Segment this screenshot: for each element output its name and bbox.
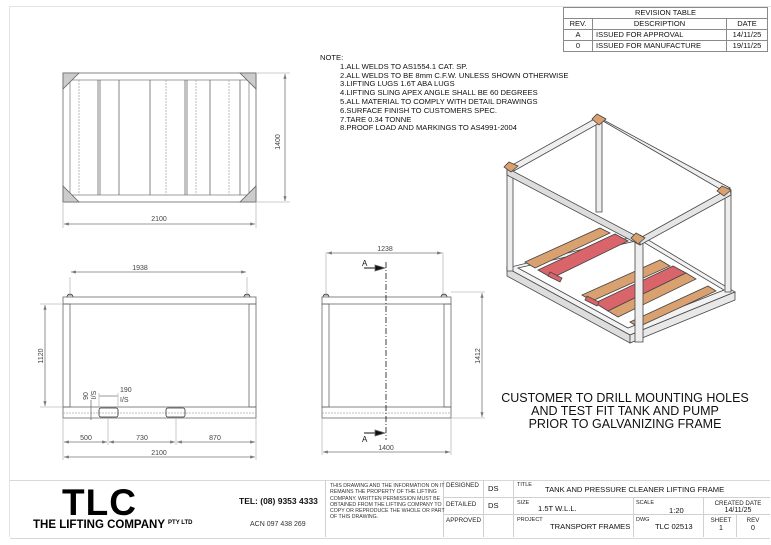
- company-name-text: THE LIFTING COMPANY: [33, 519, 166, 531]
- date-cell: 19/11/25: [727, 41, 768, 52]
- rev-cell: 0: [564, 41, 593, 52]
- customer-note-line: PRIOR TO GALVANIZING FRAME: [528, 417, 722, 431]
- note-item: 6.SURFACE FINISH TO CUSTOMERS SPEC.: [340, 105, 497, 115]
- company-suffix: PTY LTD: [168, 520, 193, 526]
- offset-dimension: 870: [209, 435, 221, 442]
- telephone: TEL: (08) 9353 4333: [239, 496, 318, 506]
- created-date-value: 14/11/25: [724, 507, 752, 514]
- divider: [633, 497, 634, 537]
- section-marker-bottom: A: [362, 435, 368, 444]
- created-date-label: CREATED DATE: [714, 500, 762, 507]
- note-item: 4.LIFTING SLING APEX ANGLE SHALL BE 60 DEGREES: [340, 88, 538, 98]
- offset-dimension: 730: [136, 435, 148, 442]
- dwg-label: DWG: [636, 517, 650, 523]
- designed-value: DS: [488, 484, 499, 493]
- size-label: SIZE: [517, 500, 530, 506]
- section-marker-top: A: [362, 259, 368, 268]
- customer-note-line: AND TEST FIT TANK AND PUMP: [531, 404, 719, 418]
- detailed-label: DETAILED: [446, 501, 477, 508]
- company-name: [33, 519, 192, 531]
- customer-note-line: CUSTOMER TO DRILL MOUNTING HOLES: [501, 391, 749, 405]
- rev-value: 0: [751, 525, 755, 532]
- description-header: DESCRIPTION: [593, 19, 727, 30]
- rev-cell: A: [564, 30, 593, 41]
- rev-label: REV: [746, 517, 760, 524]
- size-value: 1.5T W.L.L.: [538, 504, 577, 513]
- customer-note: [500, 392, 750, 431]
- drawing-title: TANK AND PRESSURE CLEANER LIFTING FRAME: [545, 485, 725, 494]
- side-height-dimension: 1120: [38, 348, 45, 364]
- divider: [443, 514, 770, 515]
- plan-depth-dimension: 1400: [275, 134, 282, 150]
- approved-label: APPROVED: [446, 517, 481, 524]
- detailed-value: DS: [488, 501, 499, 510]
- divider: [703, 497, 704, 537]
- designed-label: DESIGNED: [446, 482, 479, 489]
- date-header: DATE: [727, 19, 768, 30]
- sheet-label: SHEET: [710, 517, 732, 524]
- copyright-disclaimer: THIS DRAWING AND THE INFORMATION ON IT REMAINS THE PROPERTY OF THE LIFTING COMPANY. WRITTEN PERMISSION MUST BE OBTAINED FROM THE LIFTING COMPANY TO COPY OR REPRODUCE THE WHOLE OR PART OF THIS DRAWING.: [330, 483, 445, 521]
- offset-dimension: 500: [80, 435, 92, 442]
- note-item: 5.ALL MATERIAL TO COMPLY WITH DETAIL DRAWINGS: [340, 96, 538, 106]
- description-cell: ISSUED FOR MANUFACTURE: [593, 41, 727, 52]
- side-view: [40, 272, 256, 460]
- title-label: TITLE: [517, 482, 532, 488]
- end-height-dimension: 1412: [475, 348, 482, 364]
- note-item: 8.PROOF LOAD AND MARKINGS TO AS4991-2004: [340, 123, 517, 133]
- acn-number: ACN 097 438 269: [250, 521, 306, 528]
- description-cell: ISSUED FOR APPROVAL: [593, 30, 727, 41]
- end-view: [322, 252, 485, 455]
- pocket-width-dimension: 190: [120, 387, 132, 394]
- side-overall-width-dimension: 2100: [151, 450, 167, 457]
- notes-heading: NOTE:: [320, 53, 344, 62]
- rev-header: REV.: [564, 19, 593, 30]
- divider: [513, 480, 514, 537]
- scale-value: 1:20: [669, 506, 684, 515]
- pocket-width-note: I/S: [120, 397, 129, 404]
- note-item: 3.LIFTING LUGS 1.6T ABA LUGS: [340, 79, 455, 89]
- company-logo: TLC: [62, 482, 137, 523]
- sheet-value: 1: [719, 525, 723, 532]
- note-item: 2.ALL WELDS TO BE 8mm C.F.W. UNLESS SHOWN OTHERWISE: [340, 70, 569, 80]
- revision-table-title: REVISION TABLE: [564, 8, 768, 19]
- pocket-height-dimension: 90: [83, 392, 90, 400]
- end-width-dimension: 1400: [378, 445, 394, 452]
- plan-width-dimension: 2100: [151, 216, 167, 223]
- divider: [443, 497, 770, 498]
- project-value: TRANSPORT FRAMES: [550, 522, 631, 531]
- divider: [325, 480, 326, 537]
- note-item: 1.ALL WELDS TO AS1554.1 CAT. SP.: [340, 61, 468, 71]
- plan-view: [63, 73, 290, 228]
- end-lug-centres-dimension: 1238: [377, 246, 393, 253]
- project-label: PROJECT: [517, 517, 543, 523]
- scale-label: SCALE: [636, 500, 655, 506]
- isometric-view: [504, 114, 735, 343]
- divider: [483, 480, 484, 537]
- note-item: 7.TARE 0.34 TONNE: [340, 114, 412, 124]
- date-cell: 14/11/25: [727, 30, 768, 41]
- pocket-height-note: I/S: [91, 390, 98, 400]
- dwg-number: TLC 02513: [655, 522, 693, 531]
- side-lug-centres-dimension: 1938: [132, 265, 148, 272]
